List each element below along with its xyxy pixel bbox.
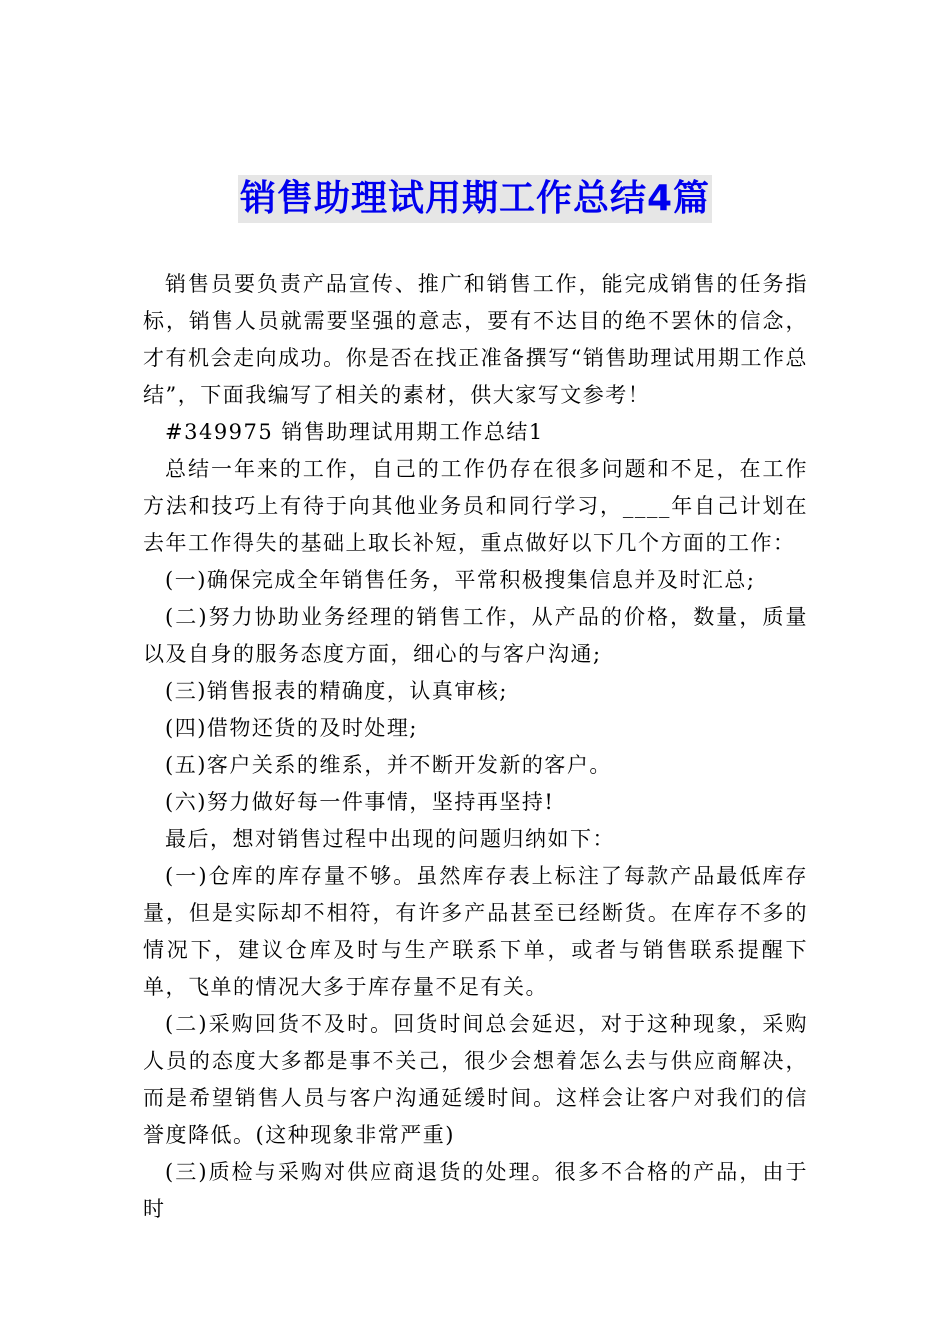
summary-paragraph: 总结一年来的工作，自己的工作仍存在很多问题和不足，在工作方法和技巧上有待于向其他业务员和同行学习，____年自己计划在去年工作得失的基础上取长补短，重点做好以下几个方面的工作： xyxy=(143,457,808,555)
intro-paragraph: 销售员要负责产品宣传、推广和销售工作，能完成销售的任务指标，销售人员就需要坚强的意志，要有不达目的绝不罢休的信念，才有机会走向成功。你是否在找正准备撰写“销售助理试用期工作总结”，下面我编写了相关的素材，供大家写文参考！ xyxy=(143,272,808,407)
problem-item-3: (三)质检与采购对供应商退货的处理。很多不合格的产品，由于时 xyxy=(143,1160,808,1221)
plan-item-2: (二)努力协助业务经理的销售工作，从产品的价格，数量，质量以及自身的服务态度方面，细心的与客户沟通; xyxy=(143,605,808,666)
plan-item-5: (五)客户关系的维系，并不断开发新的客户。 xyxy=(165,753,612,777)
document-body xyxy=(143,266,808,1228)
section-heading: #349975 销售助理试用期工作总结1 xyxy=(165,420,544,444)
plan-item-3: (三)销售报表的精确度，认真审核; xyxy=(165,679,508,703)
title-container xyxy=(0,175,950,223)
plan-item-4: (四)借物还货的及时处理; xyxy=(165,716,418,740)
document-title: 销售助理试用期工作总结4篇 xyxy=(238,175,712,223)
problem-item-2: (二)采购回货不及时。回货时间总会延迟，对于这种现象，采购人员的态度大多都是事不关己，很少会想着怎么去与供应商解决，而是希望销售人员与客户沟通延缓时间。这样会让客户对我们的信誉度降低。(这种现象非常严重) xyxy=(143,1012,808,1147)
problems-intro: 最后，想对销售过程中出现的问题归纳如下： xyxy=(165,827,615,851)
problem-item-1: (一)仓库的库存量不够。虽然库存表上标注了每款产品最低库存量，但是实际却不相符，有许多产品甚至已经断货。在库存不多的情况下，建议仓库及时与生产联系下单，或者与销售联系提醒下单，飞单的情况大多于库存量不足有关。 xyxy=(143,864,808,999)
plan-item-6: (六)努力做好每一件事情，坚持再坚持! xyxy=(165,790,555,814)
plan-item-1: (一)确保完成全年销售任务，平常积极搜集信息并及时汇总; xyxy=(165,568,756,592)
